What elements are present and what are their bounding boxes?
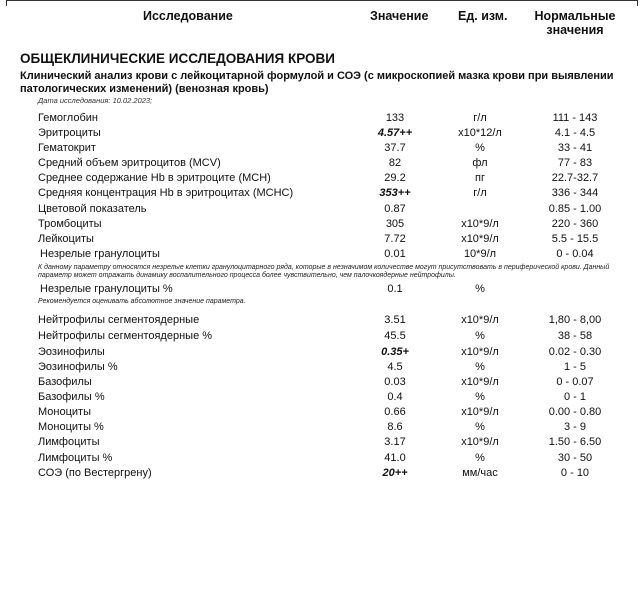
result-name: Базофилы % [38,391,105,403]
result-name: Средний объем эритроцитов (MCV) [38,157,221,169]
result-row-platelets [0,217,644,232]
result-row-hemoglobin [0,111,644,126]
panel-title: Клинический анализ крови с лейкоцитарной формулой и СОЭ (с микроскопией мазка крови при выявлении патологических изменений) (венозная кровь) [20,70,614,95]
result-value: 133 [385,112,405,124]
result-name: Незрелые гранулоциты % [40,283,173,295]
result-norm: 1,80 - 8,00 [548,314,602,326]
result-unit: пг [475,172,485,184]
result-unit: фл [472,157,488,169]
result-unit: x10*9/л [461,346,499,358]
column-header-test: Исследование [143,9,233,23]
result-name: СОЭ (по Вестергрену) [38,467,152,479]
result-unit: % [475,421,485,433]
result-norm: 0.85 - 1.00 [548,203,602,215]
result-row-segmented-neutrophils-percent [0,329,644,344]
result-name: Гемоглобин [38,112,98,124]
result-value: 37.7 [384,142,406,154]
result-name: Моноциты [38,406,91,418]
result-name: Моноциты % [38,421,104,433]
result-row-mch [0,171,644,186]
result-row-erythrocytes [0,126,644,141]
result-name: Эозинофилы % [38,361,118,373]
result-value: 7.72 [384,233,406,245]
result-row-lymphocytes [0,435,644,450]
column-header-value: Значение [370,9,429,23]
result-value: 3.51 [384,314,406,326]
result-norm: 111 - 143 [552,112,598,124]
test-date: Дата исследования: 10.02.2023; [38,96,153,105]
result-norm: 336 - 344 [551,187,599,199]
result-value: 45.5 [384,330,406,342]
result-norm: 30 - 50 [557,452,593,464]
result-norm: 4.1 - 4.5 [554,127,596,139]
result-norm: 0 - 0.04 [556,248,594,260]
result-name: Тромбоциты [38,218,102,230]
result-row-lymphocytes-percent [0,451,644,466]
result-name: Цветовой показатель [38,203,147,215]
result-name: Нейтрофилы сегментоядерные % [38,330,213,342]
result-unit: г/л [473,112,487,124]
result-unit: % [475,330,485,342]
result-unit: % [475,361,485,373]
result-unit: 10*9/л [463,248,497,260]
result-norm: 0 - 1 [563,391,586,403]
report-frame-left [6,0,7,6]
result-norm: 33 - 41 [557,142,593,154]
result-unit: мм/час [462,467,498,479]
result-value: 0.4 [387,391,403,403]
result-row-monocytes [0,405,644,420]
result-norm: 0.00 - 0.80 [548,406,602,418]
result-row-eosinophils-percent [0,360,644,375]
result-name: Базофилы [38,376,92,388]
result-row-segmented-neutrophils [0,313,644,328]
result-norm: 77 - 83 [557,157,593,169]
result-name: Нейтрофилы сегментоядерные [38,314,200,326]
result-row-basophils [0,375,644,390]
result-norm: 220 - 360 [551,218,599,230]
result-name: Среднее содержание Hb в эритроците (MCH) [38,172,271,184]
result-row-basophils-percent [0,390,644,405]
result-unit: % [475,452,485,464]
result-row-hematocrit [0,141,644,156]
result-norm: 5.5 - 15.5 [551,233,599,245]
column-header-norm-line1: Нормальные [534,9,616,23]
result-value-flagged: 353++ [379,187,411,199]
result-unit: x10*9/л [461,406,499,418]
result-name: Лимфоциты % [38,452,113,464]
result-value: 8.6 [387,421,403,433]
result-value: 82 [388,157,402,169]
result-norm: 0.02 - 0.30 [548,346,602,358]
result-value-flagged: 20++ [382,467,408,479]
result-value: 41.0 [384,452,406,464]
result-norm: 22.7-32.7 [551,172,599,184]
result-norm: 0 - 0.07 [556,376,594,388]
result-value: 0.87 [384,203,406,215]
result-unit: % [475,283,485,295]
result-unit: x10*9/л [461,233,499,245]
result-value: 305 [385,218,405,230]
result-row-color-index [0,202,644,217]
result-value: 0.01 [384,248,406,260]
result-name: Лейкоциты [38,233,94,245]
result-row-esr [0,466,644,481]
result-unit: x10*9/л [461,436,499,448]
result-norm: 1.50 - 6.50 [548,436,602,448]
result-value: 29.2 [384,172,406,184]
column-header-norm-line2: значения [546,23,604,37]
result-row-mchc [0,186,644,201]
result-row-mcv [0,156,644,171]
result-value-flagged: 0.35+ [381,346,409,358]
report-frame-top [6,0,638,1]
column-header-unit: Ед. изм. [458,9,508,23]
result-name: Эритроциты [38,127,101,139]
result-name: Незрелые гранулоциты [40,248,160,260]
result-unit: x10*9/л [461,218,499,230]
result-row-monocytes-percent [0,420,644,435]
result-value: 0.66 [384,406,406,418]
result-value-flagged: 4.57++ [377,127,413,139]
result-unit: % [475,142,485,154]
result-name: Средняя концентрация Hb в эритроцитах (MCHC) [38,187,294,199]
result-row-eosinophils [0,345,644,360]
section-title: ОБЩЕКЛИНИЧЕСКИЕ ИССЛЕДОВАНИЯ КРОВИ [20,51,335,66]
result-value: 3.17 [384,436,406,448]
result-name: Лимфоциты [38,436,100,448]
note-immature-granulocytes: К данному параметру относятся незрелые клетки гранулоцитарного ряда, которые в незначимом количестве могут присутствовать в периферической крови. Данный параметр может отражать динамику воспалительного процесса более чувствительно, чем палочкоядерные нейтрофилы. [38,264,610,279]
result-row-immature-granulocytes [0,247,644,262]
result-name: Гематокрит [38,142,96,154]
column-header-norm [520,9,630,37]
result-norm: 0 - 10 [560,467,590,479]
result-norm: 38 - 58 [557,330,593,342]
result-unit: г/л [473,187,487,199]
result-unit: x10*9/л [461,314,499,326]
note-absolute-value: Рекомендуется оценивать абсолютное значение параметра. [38,298,246,305]
report-frame-right [637,0,638,6]
result-norm: 1 - 5 [563,361,586,373]
result-value: 0.1 [387,283,403,295]
result-unit: x10*9/л [461,376,499,388]
result-value: 0.03 [384,376,406,388]
result-row-immature-granulocytes-percent [0,282,644,297]
result-row-leukocytes [0,232,644,247]
result-norm: 3 - 9 [563,421,586,433]
result-name: Эозинофилы [38,346,105,358]
result-unit: % [475,391,485,403]
result-unit: x10*12/л [458,127,502,139]
result-value: 4.5 [387,361,403,373]
